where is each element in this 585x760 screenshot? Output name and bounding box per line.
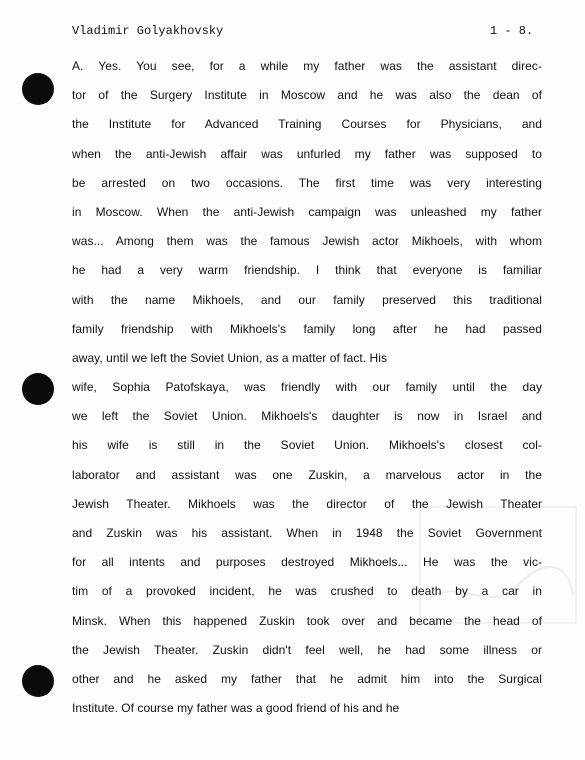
- text-line: the Jewish Theater. Zuskin didn't feel well, he had some illness or: [72, 642, 542, 657]
- text-line: A. Yes. You see, for a while my father was the assistant direc-: [72, 59, 542, 73]
- binder-hole-top: [22, 73, 54, 105]
- text-line: family friendship with Mikhoels's family long after he had passed: [72, 321, 542, 336]
- text-line: Institute. Of course my father was a good friend of his and he: [72, 701, 400, 716]
- text-line: tim of a provoked incident, he was crushed to death by a car in: [72, 584, 542, 599]
- text-line: Jewish Theater. Mikhoels was the director of the Jewish Theater: [72, 496, 542, 511]
- text-line: laborator and assistant was one Zuskin, a marvelous actor in the: [72, 467, 542, 482]
- binder-hole-bottom: [22, 665, 54, 697]
- text-line: the Institute for Advanced Training Courses for Physicians, and: [72, 117, 542, 132]
- binder-hole-middle: [22, 373, 54, 405]
- header-page-number: 1 - 8.: [490, 24, 534, 38]
- text-line: other and he asked my father that he admit him into the Surgical: [72, 671, 542, 686]
- text-line: when the anti-Jewish affair was unfurled my father was supposed to: [72, 146, 542, 161]
- text-line: was... Among them was the famous Jewish actor Mikhoels, with whom: [72, 234, 542, 249]
- text-line: his wife is still in the Soviet Union. Mikhoels's closest col-: [72, 438, 542, 453]
- text-line: with the name Mikhoels, and our family preserved this traditional: [72, 292, 542, 307]
- transcript-body: [72, 52, 542, 723]
- text-line: away, until we left the Soviet Union, as a matter of fact. His: [72, 350, 388, 365]
- text-line: tor of the Surgery Institute in Moscow and he was also the dean of: [72, 88, 542, 103]
- text-line: he had a very warm friendship. I think that everyone is familiar: [72, 263, 542, 278]
- text-line: be arrested on two occasions. The first time was very interesting: [72, 175, 542, 190]
- header-author-name: Vladimir Golyakhovsky: [72, 24, 224, 38]
- text-line: and Zuskin was his assistant. When in 1948 the Soviet Government: [72, 526, 542, 540]
- text-line: we left the Soviet Union. Mikhoels's daughter is now in Israel and: [72, 409, 542, 424]
- text-line: Minsk. When this happened Zuskin took over and became the head of: [72, 613, 542, 628]
- text-line: wife, Sophia Patofskaya, was friendly with our family until the day: [72, 380, 542, 395]
- text-line: in Moscow. When the anti-Jewish campaign was unleashed my father: [72, 204, 542, 219]
- text-line: for all intents and purposes destroyed Mikhoels... He was the vic-: [72, 555, 542, 570]
